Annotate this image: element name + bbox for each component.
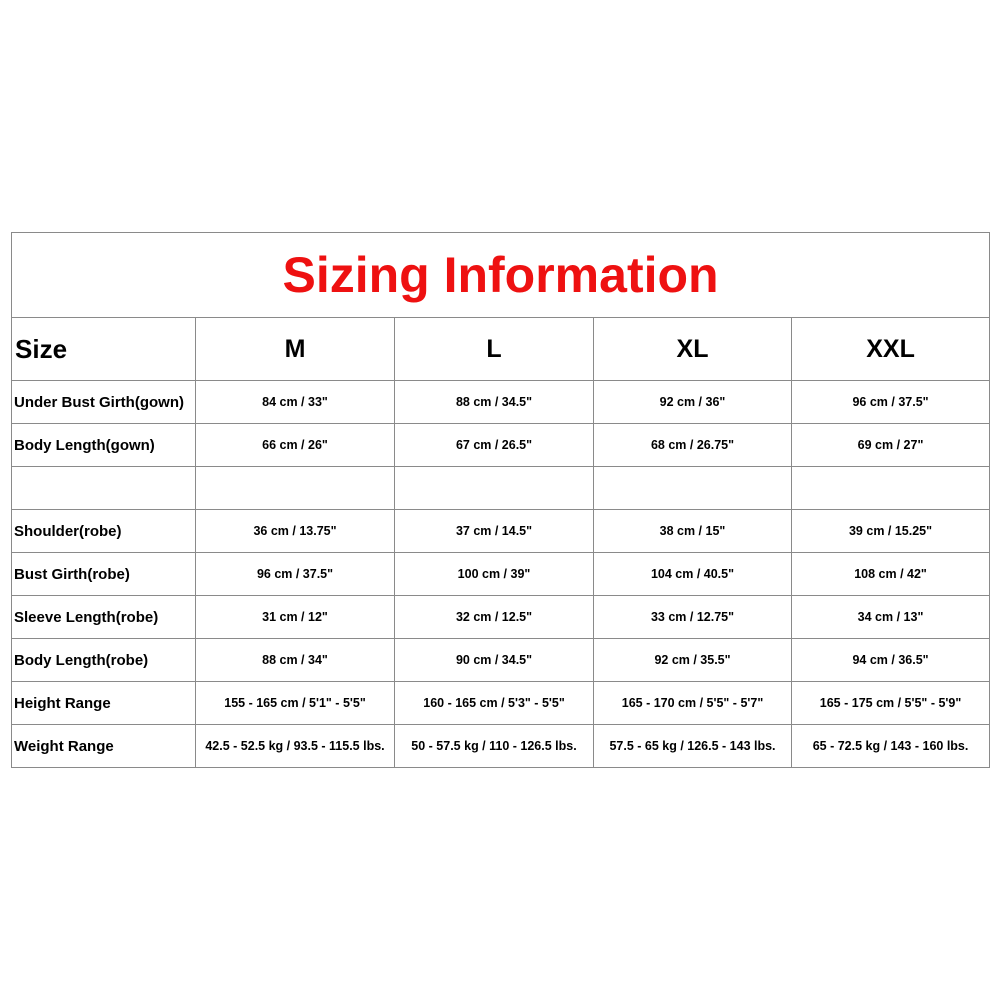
row-label <box>12 467 196 510</box>
size-header-l: L <box>395 318 594 381</box>
table-cell: 66 cm / 26" <box>196 424 395 467</box>
table-cell: 88 cm / 34" <box>196 639 395 682</box>
table-cell: 160 - 165 cm / 5'3" - 5'5" <box>395 682 594 725</box>
row-label: Under Bust Girth(gown) <box>12 381 196 424</box>
table-row <box>12 596 990 639</box>
table-cell: 42.5 - 52.5 kg / 93.5 - 115.5 lbs. <box>196 725 395 768</box>
table-row <box>12 725 990 768</box>
table-cell: 38 cm / 15" <box>594 510 792 553</box>
header-row <box>12 318 990 381</box>
row-label: Bust Girth(robe) <box>12 553 196 596</box>
table-cell: 96 cm / 37.5" <box>196 553 395 596</box>
table-cell: 69 cm / 27" <box>792 424 990 467</box>
sizing-table <box>11 232 990 768</box>
size-header-xxl: XXL <box>792 318 990 381</box>
table-cell: 96 cm / 37.5" <box>792 381 990 424</box>
table-cell: 90 cm / 34.5" <box>395 639 594 682</box>
row-label: Weight Range <box>12 725 196 768</box>
table-cell: 88 cm / 34.5" <box>395 381 594 424</box>
table-cell: 104 cm / 40.5" <box>594 553 792 596</box>
table-cell: 108 cm / 42" <box>792 553 990 596</box>
table-cell: 34 cm / 13" <box>792 596 990 639</box>
table-cell: 92 cm / 35.5" <box>594 639 792 682</box>
table-row <box>12 424 990 467</box>
table-cell: 100 cm / 39" <box>395 553 594 596</box>
spacer-row <box>12 467 990 510</box>
table-cell <box>196 467 395 510</box>
table-row <box>12 381 990 424</box>
table-cell: 165 - 175 cm / 5'5" - 5'9" <box>792 682 990 725</box>
table-row <box>12 682 990 725</box>
table-cell <box>792 467 990 510</box>
row-label: Height Range <box>12 682 196 725</box>
table-cell: 68 cm / 26.75" <box>594 424 792 467</box>
table-cell <box>594 467 792 510</box>
table-cell: 39 cm / 15.25" <box>792 510 990 553</box>
table-row <box>12 553 990 596</box>
table-cell: 57.5 - 65 kg / 126.5 - 143 lbs. <box>594 725 792 768</box>
table-cell: 155 - 165 cm / 5'1" - 5'5" <box>196 682 395 725</box>
table-cell: 84 cm / 33" <box>196 381 395 424</box>
table-cell: 33 cm / 12.75" <box>594 596 792 639</box>
table-cell: 67 cm / 26.5" <box>395 424 594 467</box>
table-cell: 32 cm / 12.5" <box>395 596 594 639</box>
table-cell <box>395 467 594 510</box>
table-row <box>12 510 990 553</box>
title-row <box>12 233 990 318</box>
table-cell: 31 cm / 12" <box>196 596 395 639</box>
table-title: Sizing Information <box>12 233 990 318</box>
table-cell: 36 cm / 13.75" <box>196 510 395 553</box>
table-cell: 165 - 170 cm / 5'5" - 5'7" <box>594 682 792 725</box>
row-label: Sleeve Length(robe) <box>12 596 196 639</box>
size-header-label: Size <box>12 318 196 381</box>
table-cell: 50 - 57.5 kg / 110 - 126.5 lbs. <box>395 725 594 768</box>
table-cell: 37 cm / 14.5" <box>395 510 594 553</box>
row-label: Body Length(robe) <box>12 639 196 682</box>
row-label: Body Length(gown) <box>12 424 196 467</box>
size-header-xl: XL <box>594 318 792 381</box>
table-row <box>12 639 990 682</box>
size-header-m: M <box>196 318 395 381</box>
table-cell: 92 cm / 36" <box>594 381 792 424</box>
table-cell: 94 cm / 36.5" <box>792 639 990 682</box>
table-cell: 65 - 72.5 kg / 143 - 160 lbs. <box>792 725 990 768</box>
row-label: Shoulder(robe) <box>12 510 196 553</box>
